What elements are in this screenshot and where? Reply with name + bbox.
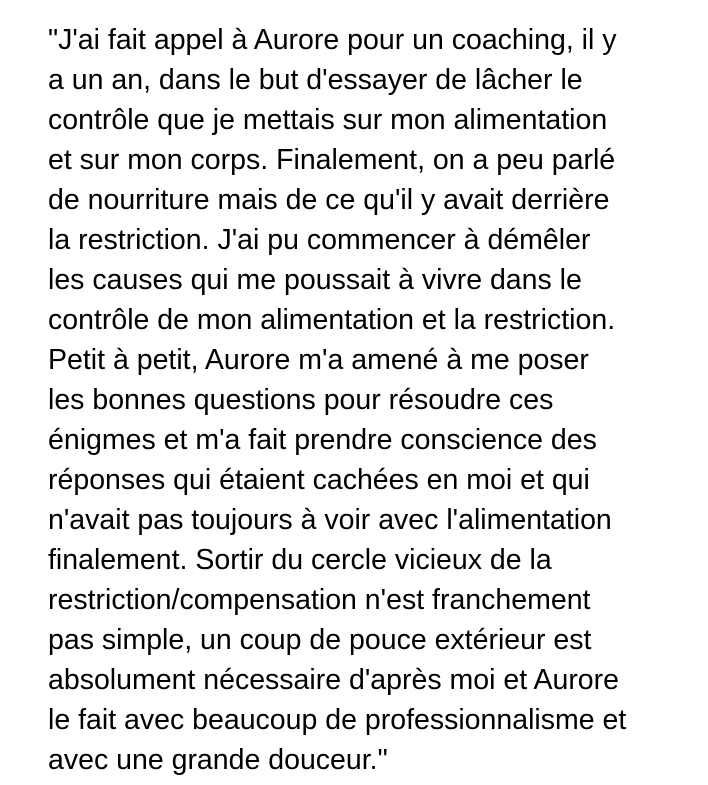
quote-line: énigmes et m'a fait prendre conscience des [48,424,597,456]
quote-line: "J'ai fait appel à Aurore pour un coaching, il y [48,24,617,56]
quote-line: les causes qui me poussait à vivre dans le [48,264,582,296]
testimonial-quote [48,20,708,780]
quote-line: contrôle de mon alimentation et la restriction. [48,304,616,336]
quote-line: réponses qui étaient cachées en moi et qui [48,464,590,496]
quote-line: pas simple, un coup de pouce extérieur est [48,624,592,656]
quote-line: n'avait pas toujours à voir avec l'alimentation [48,504,612,536]
quote-line: la restriction. J'ai pu commencer à démêler [48,224,591,256]
quote-line: restriction/compensation n'est franchement [48,584,591,616]
quote-line: finalement. Sortir du cercle vicieux de la [48,544,552,576]
quote-line: absolument nécessaire d'après moi et Aurore [48,664,620,696]
quote-line: avec une grande douceur." [48,744,388,776]
quote-line: de nourriture mais de ce qu'il y avait derrière [48,184,610,216]
quote-line: et sur mon corps. Finalement, on a peu parlé [48,144,616,176]
quote-line: a un an, dans le but d'essayer de lâcher le [48,64,583,96]
quote-line: le fait avec beaucoup de professionnalisme et [48,704,627,736]
quote-line: Petit à petit, Aurore m'a amené à me poser [48,344,589,376]
quote-line: les bonnes questions pour résoudre ces [48,384,554,416]
quote-line: contrôle que je mettais sur mon alimentation [48,104,608,136]
